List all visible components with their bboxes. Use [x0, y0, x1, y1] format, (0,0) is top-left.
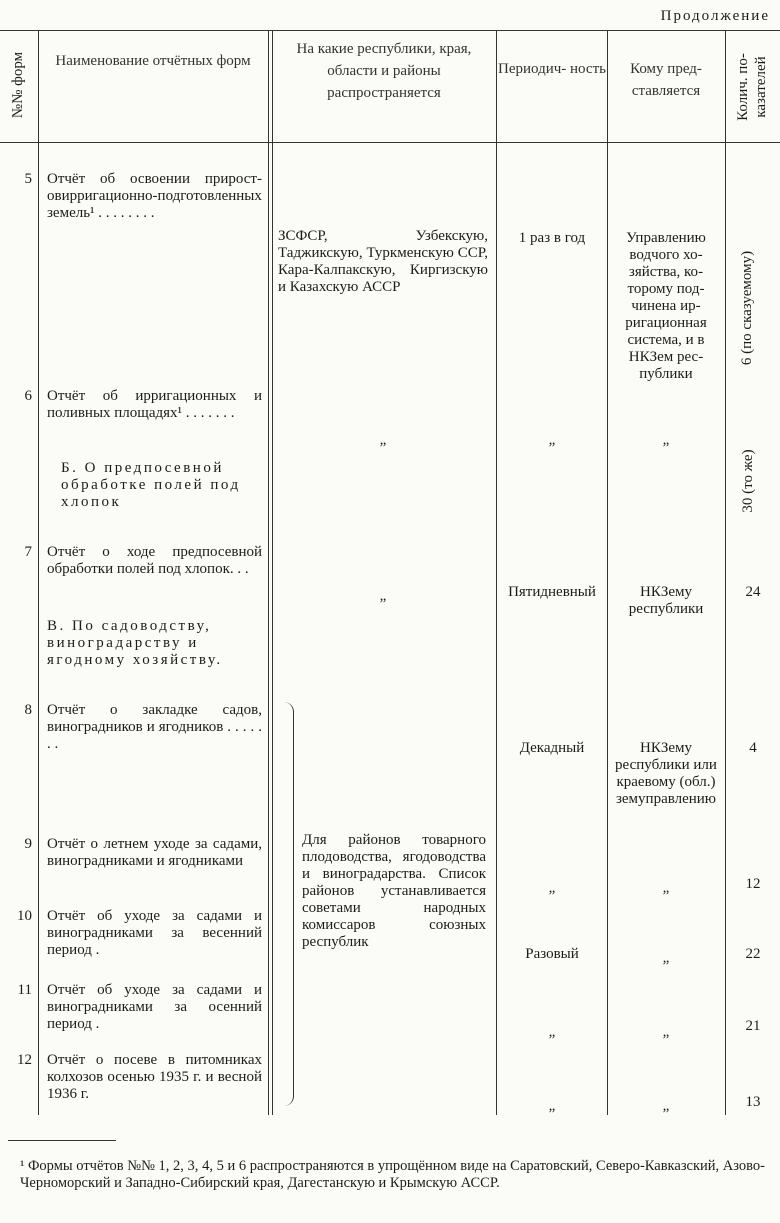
row-12-count: 13 [745, 1094, 761, 1110]
row-5-number: 5 [24, 171, 32, 187]
row-12-recipient: „ [662, 1098, 670, 1114]
row-5-recipient: Управлению водчого хозяйства, которому подчинена ирригационная система, и в НКЗем республики [625, 230, 707, 382]
row-6-area: „ [379, 432, 387, 448]
group-brace [293, 712, 294, 1096]
row-11-name: Отчёт об уходе за садами и виноградниками за осенний период . [47, 982, 262, 1032]
row-9-name: Отчёт о летнем уходе за садами, виноградниками и ягодниками [47, 836, 262, 869]
row-5-area: ЗСФСР, Узбекскую, Таджикскую, Туркменскую ССР, Кара-Калпакскую, Киргизскую и Казахскую АССР [278, 228, 488, 295]
header-form-no: №№ форм [10, 51, 26, 119]
column-divider-1 [38, 30, 39, 1115]
row-11-periodicity: „ [548, 1024, 556, 1040]
column-divider-3 [496, 30, 497, 1115]
row-12-name: Отчёт о посеве в питомниках колхозов осенью 1935 г. и весной 1936 г. [47, 1052, 262, 1102]
row-5-periodicity: 1 раз в год [518, 230, 586, 246]
row-7-recipient: НКЗему республики [628, 584, 704, 617]
row-9-periodicity: „ [548, 880, 556, 896]
row-8-count: 4 [749, 740, 757, 756]
row-12-number: 12 [17, 1052, 32, 1068]
row-7-number: 7 [24, 544, 32, 560]
footnote-rule [8, 1140, 116, 1141]
row-9-count: 12 [745, 876, 761, 892]
row-11-recipient: „ [662, 1024, 670, 1040]
row-12-periodicity: „ [548, 1098, 556, 1114]
row-8-periodicity: Декадный [519, 740, 585, 756]
row-7-count: 24 [745, 584, 761, 600]
row-7-name: Отчёт о ходе предпосевной обработки полей под хлопок. . . [47, 544, 262, 577]
row-9-number: 9 [24, 836, 32, 852]
row-7-area: „ [379, 588, 387, 604]
column-divider-5 [725, 30, 726, 1115]
row-9-recipient: „ [662, 880, 670, 896]
row-8-number: 8 [24, 702, 32, 718]
row-5-name: Отчёт об освоении приростовирригационно-подготовленных земель¹ . . . . . . . . [47, 171, 262, 221]
row-10-count: 22 [745, 946, 761, 962]
row-6-recipient: „ [662, 432, 670, 448]
section-b-heading: Б. О предпосевной обработке полей под хлопок [61, 460, 241, 510]
column-divider-4 [607, 30, 608, 1115]
header-bottom-rule [0, 142, 780, 143]
section-b-count: 30 (то же) [740, 449, 756, 513]
rows-8-12-area: Для районов товарного плодоводства, ягодоводства и виноградарства. Список районов устанавливается советами народных комиссаров союзных республик [302, 832, 486, 950]
header-periodicity: Периодич- ность [498, 61, 606, 77]
column-divider-2 [268, 30, 269, 1115]
row-10-periodicity: Разовый [525, 946, 579, 962]
rows-5-6-count: 6 (по сказуемому) [739, 250, 755, 366]
header-name: Наименование отчётных форм [55, 53, 251, 69]
header-area: На какие республики, края, области и районы распространяется [296, 41, 472, 101]
row-10-recipient: „ [662, 950, 670, 966]
row-8-recipient: НКЗему республики или краевому (обл.) земуправлению [615, 740, 717, 807]
continuation-label: Продолжение [660, 8, 770, 24]
header-count: Колич. по- казателей [735, 53, 769, 121]
group-brace-bottom [283, 1094, 294, 1106]
header-recipient: Кому пред- ставляется [630, 61, 702, 99]
row-11-number: 11 [17, 982, 32, 998]
row-7-periodicity: Пятидневный [508, 584, 596, 600]
column-divider-2b [272, 30, 273, 1115]
section-v-heading: В. По садоводству, виноградарству и ягодному хозяйству. [47, 618, 223, 668]
row-6-periodicity: „ [548, 432, 556, 448]
row-10-number: 10 [17, 908, 32, 924]
footnote-text: ¹ Формы отчётов №№ 1, 2, 3, 4, 5 и 6 распространяются в упрощённом виде на Саратовский, Северо-Кавказский, Азово-Черноморский и Западно-Сибирский края, Дагестанскую и Крымскую АССР. [20, 1158, 765, 1191]
row-10-name: Отчёт об уходе за садами и виноградниками за весенний период . [47, 908, 262, 958]
row-8-name: Отчёт о закладке садов, виноградников и ягодников . . . . . . . [47, 702, 262, 752]
table-top-rule [0, 30, 780, 31]
row-6-number: 6 [24, 388, 32, 404]
row-11-count: 21 [745, 1018, 761, 1034]
row-6-name: Отчёт об ирригационных и поливных площадях¹ . . . . . . . [47, 388, 262, 421]
